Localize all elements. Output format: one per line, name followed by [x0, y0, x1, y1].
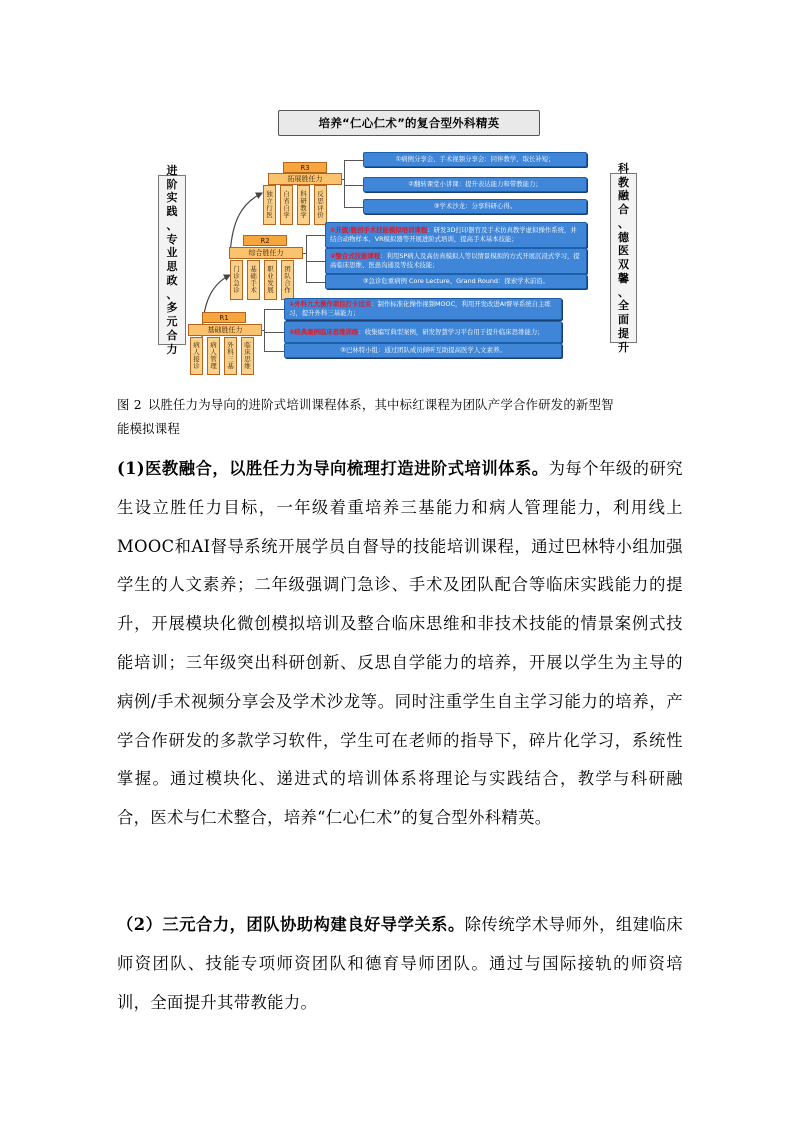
right-label-char: 合: [618, 203, 629, 216]
bracket-r2: [306, 235, 307, 282]
competency-char: 三: [227, 355, 234, 363]
competency-char: 教: [300, 204, 307, 212]
course-description: ：收集编写典型案例，研发智慧学习平台用于提升临床思维能力；: [358, 327, 544, 336]
connector-r2: [303, 253, 306, 254]
highlighted-course-name: ②整合式技能课程: [330, 252, 381, 261]
paragraph-1: [117, 450, 683, 838]
competency-char: 队: [284, 271, 291, 280]
competency-char: 团: [284, 264, 291, 273]
left-label-char: 践: [166, 205, 178, 218]
competency-char: 思: [317, 196, 324, 205]
arrow-r3-1: [344, 160, 363, 161]
competency-char: 理: [210, 362, 217, 371]
course-description: ：研发3D打印器官及手术仿真教学虚拟操作系统，并结合动物样本、VR模拟器等开展进阶式培训，提高手术基本技能；: [330, 226, 577, 243]
competency-char: 临: [244, 340, 251, 349]
left-label-char: 元: [166, 315, 178, 328]
competency-r3-1: [263, 185, 276, 225]
competency-char: 术: [250, 286, 257, 295]
competency-r1-2: [207, 337, 220, 375]
competency-char: 价: [317, 211, 324, 220]
course-item-r1-2: [284, 321, 562, 343]
competency-char: 评: [317, 204, 324, 212]
right-label-char: 、: [618, 216, 629, 230]
right-label-char: 升: [618, 340, 629, 354]
arrow-r2-2: [306, 261, 325, 262]
level-name-r2: 综合胜任力: [229, 247, 303, 259]
competency-char: 自: [283, 204, 290, 212]
curriculum-figure: [150, 105, 650, 371]
competency-char: 发: [267, 279, 274, 287]
competency-char: 手: [250, 279, 257, 287]
left-label-char: 、: [166, 287, 178, 301]
right-label-char: 双: [618, 258, 629, 271]
course-item-r2-3: [325, 274, 587, 289]
left-label-char: 思: [166, 260, 178, 273]
competency-r3-3: [297, 185, 310, 225]
bracket-r1: [264, 309, 265, 351]
right-label-char: 科: [618, 161, 629, 175]
arrow-r3-2: [344, 185, 363, 186]
level-tag-r3: R3: [283, 162, 327, 173]
competency-r2-1: [230, 260, 243, 300]
competency-char: 学: [283, 211, 290, 220]
right-label-char: 提: [618, 326, 629, 340]
right-label-char: 面: [618, 313, 629, 326]
course-item-r2-2: [325, 248, 587, 274]
paragraph-2-body: 除传统学术导师外，组建临床师资团队、技能专项师资团队和德育导师团队。通过与国际接轨的师资培训，全面提升其带教能力。: [117, 915, 683, 1012]
course-description: ①病例分享会、手术视频分享会：同伴教学、取长补短；: [395, 155, 555, 164]
competency-r1-1: [190, 337, 203, 375]
left-label-char: 政: [166, 273, 178, 287]
right-label-char: 教: [618, 175, 629, 189]
competency-char: 接: [193, 355, 200, 363]
competency-char: 管: [210, 355, 217, 363]
arrow-r3-3: [344, 207, 363, 208]
arrow-r2-1: [306, 235, 325, 236]
course-description: ：制作标准化操作视频MOOC，利用开发改进AI督导系统自主练习，提升外科三基能力；: [289, 300, 551, 317]
competency-char: 人: [210, 347, 217, 356]
competency-char: 础: [250, 271, 257, 280]
left-label-char: 进: [166, 163, 178, 177]
paragraph-1-heading: (1)医教融合，以胜任力为导向梳理打造进阶式培训体系。: [117, 459, 549, 478]
competency-char: 外: [227, 340, 234, 349]
highlighted-course-name: ①开腹/腹创手术技能模拟培训课程: [330, 226, 428, 235]
competency-r1-3: [224, 337, 237, 375]
competency-char: 床: [244, 347, 251, 356]
left-label-char: 实: [166, 191, 178, 205]
competency-r2-3: [264, 260, 277, 300]
course-item-r1-1: [284, 298, 562, 320]
level-tag-r2: R2: [243, 235, 287, 246]
competency-char: 科: [300, 189, 307, 198]
left-label-char: 力: [166, 342, 178, 356]
competency-char: 自: [283, 189, 290, 198]
left-label-char: 多: [166, 301, 178, 315]
competency-r2-4: [281, 260, 294, 300]
competency-char: 展: [267, 286, 274, 295]
competency-char: 维: [244, 362, 251, 371]
course-description: ③急诊危重病例 Core Lecture、Grand Round：探索学术前沿。: [362, 277, 550, 286]
competency-char: 基: [227, 362, 234, 371]
course-description: ：利用SP病人及高仿真模拟人等以情景模拟的方式开展沉浸式学习，提高临床思维、医患沟通及等技术技能；: [330, 252, 580, 269]
level-tag-r1: R1: [202, 312, 246, 323]
left-label-char: 、: [166, 218, 178, 232]
caption-line-1: 以胜任力为导向的进阶式培训课程体系，其中标红课程为团队产学合作研发的新型智: [147, 397, 614, 412]
bracket-r3: [344, 160, 345, 207]
competency-char: 诊: [193, 362, 200, 371]
competency-char: 急: [233, 279, 240, 287]
competency-r1-4: [241, 337, 254, 375]
arrow-r2-3: [306, 282, 325, 283]
competency-char: 行: [266, 204, 273, 212]
highlighted-course-name: ②经典案例临床思维训练: [289, 327, 359, 336]
competency-r3-2: [280, 185, 293, 225]
competency-char: 独: [266, 189, 273, 198]
course-description: ③学术沙龙：分享科研心得。: [433, 202, 517, 211]
competency-char: 省: [283, 196, 290, 205]
left-label-char: 业: [166, 246, 178, 260]
competency-char: 反: [317, 189, 324, 198]
competency-char: 诊: [233, 271, 240, 280]
level-name-r3: 拓展胜任力: [268, 173, 342, 185]
competency-char: 病: [193, 340, 200, 349]
course-description: ②翻转课堂小讲课：提升表达能力和带教能力；: [408, 180, 542, 189]
competency-char: 职: [267, 264, 274, 273]
paragraph-2-heading: （2）三元合力，团队协助构建良好导学关系。: [117, 915, 465, 934]
competency-char: 科: [227, 347, 234, 356]
course-item-r2-1: [325, 222, 587, 248]
competency-char: 业: [267, 271, 274, 280]
competency-r3-4: [314, 185, 327, 225]
course-item-r3-1: [363, 152, 587, 167]
connector-r3: [342, 179, 344, 180]
arrow-r1-3: [264, 351, 284, 352]
paragraph-2: [117, 906, 683, 1022]
left-label-char: 专: [166, 232, 178, 246]
course-item-r3-2: [363, 177, 587, 192]
left-label-char: 阶: [166, 177, 178, 191]
competency-char: 医: [266, 211, 273, 220]
right-label-char: 德: [618, 230, 629, 244]
competency-char: 合: [284, 279, 291, 287]
right-label-char: 医: [618, 244, 629, 258]
competency-char: 立: [266, 196, 273, 205]
caption-line-2: 能模拟课程: [117, 421, 180, 436]
course-description: ③巴林特小组：通过团队成员倾听互助提高医学人文素养。: [340, 346, 506, 355]
arrow-r1-2: [264, 332, 284, 333]
left-label-char: 合: [166, 328, 178, 342]
competency-char: 病: [210, 340, 217, 349]
competency-char: 学: [300, 211, 307, 220]
competency-r2-2: [247, 260, 260, 300]
competency-char: 基: [250, 264, 257, 273]
competency-char: 诊: [233, 286, 240, 295]
highlighted-course-name: ①外科九大操作项目打卡过关: [289, 300, 372, 309]
right-label-char: 、: [618, 285, 629, 299]
connector-r1: [262, 330, 264, 331]
paragraph-1-body: 为每个年级的研究生设立胜任力目标，一年级着重培养三基能力和病人管理能力，利用线上MOOC和AI督导系统开展学员自督导的技能培训课程，通过巴林特小组加强学生的人文素养；二年级强调门急诊、手术及团队配合等临床实践能力的提升，开展模块化微创模拟培训及整合临床思维和非技术技能的情景案例式技能培训；三年级突出科研创新、反思自学能力的培养，开展以学生为主导的病例/手术视频分享会及学术沙龙等。同时注重学生自主学习能力的培养，产学合作研发的多款学习软件，学生可在老师的指导下，碎片化学习，系统性掌握。通过模块化、递进式的培训体系将理论与实践结合，教学与科研融合，医术与仁术整合，培养“仁心仁术”的复合型外科精英。: [117, 459, 683, 828]
caption-number: 图 2: [117, 397, 142, 412]
course-item-r3-3: [363, 199, 587, 214]
right-label-char: 馨: [618, 271, 629, 285]
competency-char: 人: [193, 347, 200, 356]
course-item-r1-3: [284, 343, 562, 358]
figure-title: 培养“仁心仁术”的复合型外科精英: [278, 110, 540, 136]
competency-char: 作: [284, 286, 291, 295]
competency-char: 门: [233, 264, 240, 273]
right-label-char: 融: [618, 189, 629, 203]
competency-char: 思: [244, 355, 251, 363]
level-name-r1: 基础胜任力: [188, 324, 262, 336]
right-label-char: 全: [618, 299, 629, 313]
arrow-r1-1: [264, 309, 284, 310]
figure-caption: [117, 393, 687, 441]
competency-char: 研: [300, 196, 307, 205]
